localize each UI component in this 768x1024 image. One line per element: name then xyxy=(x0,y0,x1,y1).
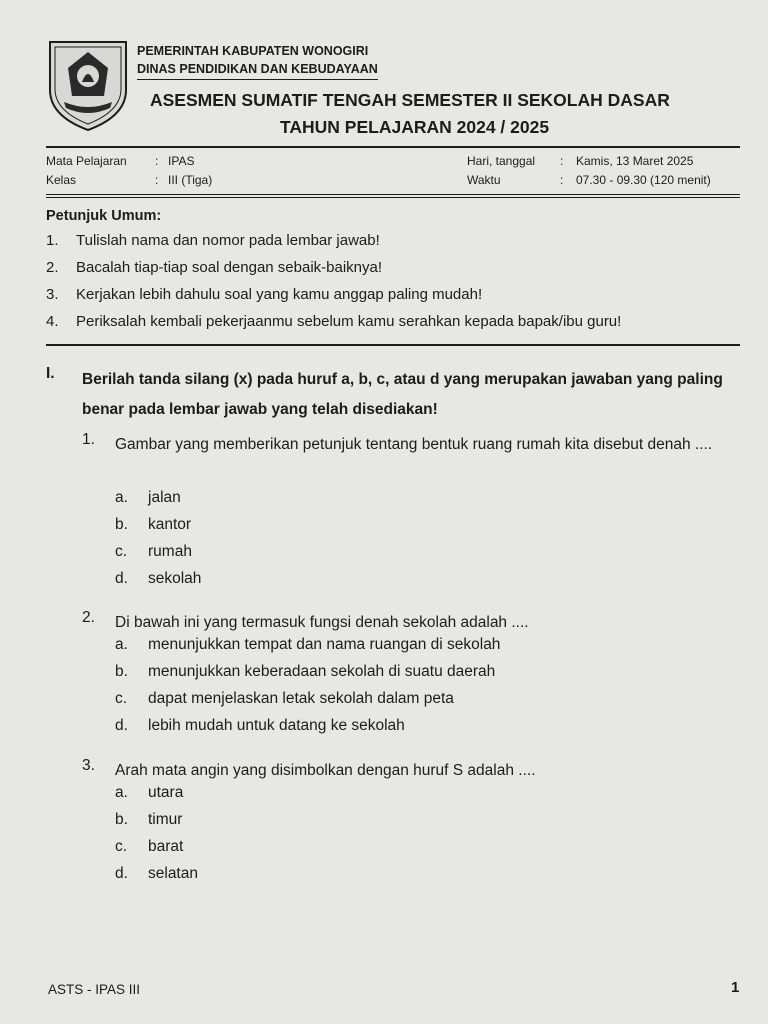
q3-option-c: c. barat xyxy=(115,838,184,855)
academic-year-title: TAHUN PELAJARAN 2024 / 2025 xyxy=(280,117,550,137)
instruction-item: 4. Periksalah kembali pekerjaanmu sebelum kamu serahkan kepada bapak/ibu guru! xyxy=(46,313,622,330)
question-number: 3. xyxy=(82,757,95,774)
q3-option-b: b. timur xyxy=(115,811,183,828)
q3-option-d: d. selatan xyxy=(115,865,198,882)
header-divider xyxy=(46,146,740,148)
q1-option-c: c. rumah xyxy=(115,543,192,560)
question-number: 1. xyxy=(82,431,95,448)
instructions-divider xyxy=(46,344,740,346)
agency-line-1: PEMERINTAH KABUPATEN WONOGIRI xyxy=(137,44,369,58)
q2-option-c: c. dapat menjelaskan letak sekolah dalam peta xyxy=(115,690,454,707)
question-text: Gambar yang memberikan petunjuk tentang bentuk ruang rumah kita disebut denah .... xyxy=(115,436,713,453)
section-number: I. xyxy=(46,365,55,382)
question-text: Arah mata angin yang disimbolkan dengan huruf S adalah .... xyxy=(115,762,536,779)
day-separator: : xyxy=(560,154,564,168)
regency-emblem-logo xyxy=(46,38,130,132)
q3-option-a: a. utara xyxy=(115,784,184,801)
class-value: III (Tiga) xyxy=(168,173,213,187)
instruction-item: 2. Bacalah tiap-tiap soal dengan sebaik-baiknya! xyxy=(46,259,383,276)
subject-label: Mata Pelajaran xyxy=(46,154,127,168)
info-divider-2 xyxy=(46,197,740,198)
footer-code: ASTS - IPAS III xyxy=(48,982,141,997)
instructions-list xyxy=(46,232,621,340)
time-label: Waktu xyxy=(467,173,501,187)
question-text: Di bawah ini yang termasuk fungsi denah sekolah adalah .... xyxy=(115,614,529,631)
instructions-heading: Petunjuk Umum: xyxy=(46,208,162,224)
q1-option-d: d. sekolah xyxy=(115,570,202,587)
page-number: 1 xyxy=(731,979,740,996)
time-separator: : xyxy=(560,173,564,187)
exam-title: ASESMEN SUMATIF TENGAH SEMESTER II SEKOLAH DASAR xyxy=(150,90,670,110)
instruction-item: 1. Tulislah nama dan nomor pada lembar jawab! xyxy=(46,232,380,249)
q1-option-a: a. jalan xyxy=(115,489,181,506)
q2-option-b: b. menunjukkan keberadaan sekolah di suatu daerah xyxy=(115,663,496,680)
agency-line-2: DINAS PENDIDIKAN DAN KEBUDAYAAN xyxy=(137,60,378,80)
day-value: Kamis, 13 Maret 2025 xyxy=(576,154,694,168)
instruction-item: 3. Kerjakan lebih dahulu soal yang kamu anggap paling mudah! xyxy=(46,286,483,303)
time-value: 07.30 - 09.30 (120 menit) xyxy=(576,173,711,187)
subject-value: IPAS xyxy=(168,154,195,168)
subject-separator: : xyxy=(155,154,159,168)
q2-option-a: a. menunjukkan tempat dan nama ruangan di sekolah xyxy=(115,636,501,653)
day-label: Hari, tanggal xyxy=(467,154,536,168)
agency-block xyxy=(137,42,378,80)
q1-option-b: b. kantor xyxy=(115,516,192,533)
info-divider-1 xyxy=(46,194,740,195)
question-number: 2. xyxy=(82,609,95,626)
class-separator: : xyxy=(155,173,159,187)
class-label: Kelas xyxy=(46,173,77,187)
section-instruction: Berilah tanda silang (x) pada huruf a, b, c, atau d yang merupakan jawaban yang paling benar pada lembar jawab yang telah disediakan! xyxy=(82,371,723,418)
q2-option-d: d. lebih mudah untuk datang ke sekolah xyxy=(115,717,405,734)
